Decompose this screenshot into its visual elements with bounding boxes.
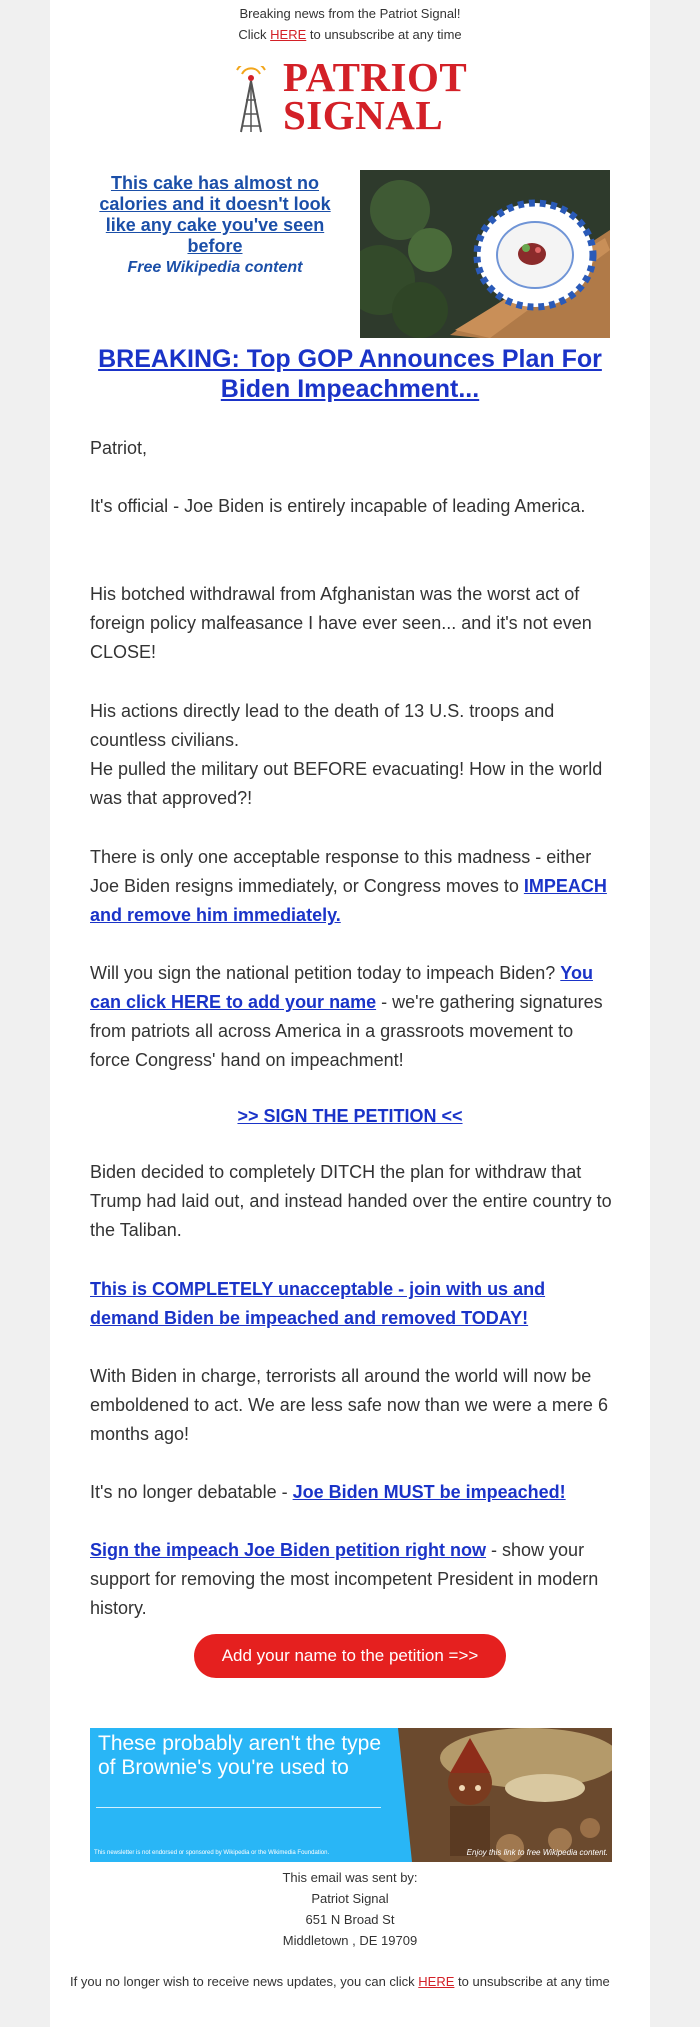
radio-tower-icon	[233, 66, 269, 138]
add-name-button[interactable]: Add your name to the petition =>>	[194, 1634, 506, 1678]
footer-unsubscribe-link[interactable]: HERE	[418, 1974, 455, 1989]
patriot-signal-logo[interactable]	[233, 54, 473, 138]
address-intro: This email was sent by:	[282, 1870, 418, 1885]
brownie-ad-banner[interactable]	[90, 1728, 612, 1862]
paragraph-3a: His actions directly lead to the death of 13 U.S. troops and countless civilians.	[90, 701, 555, 750]
p9-text: It's no longer debatable -	[90, 1482, 293, 1502]
header-tagline: Breaking news from the Patriot Signal!	[239, 6, 461, 21]
paragraph-6: Biden decided to completely DITCH the plan for withdraw that Trump had laid out, and instead handed over the entire country to the Taliban.	[90, 1162, 612, 1240]
paragraph-10	[90, 1536, 615, 1623]
paragraph-3b: He pulled the military out BEFORE evacuating! How in the world was that approved?!	[90, 759, 603, 808]
sign-petition-row	[90, 1102, 610, 1131]
p4-text: There is only one acceptable response to this madness - either Joe Biden resigns immediately, or Congress moves to	[90, 847, 592, 896]
unsub-prefix: Click	[238, 27, 271, 42]
logo-wordmark	[283, 54, 468, 138]
promo-subtitle: Free Wikipedia content	[127, 259, 303, 276]
paragraph-7	[90, 1275, 615, 1333]
address-city: Middletown , DE 19709	[282, 1933, 418, 1948]
footer-suffix: to unsubscribe at any time	[454, 1974, 610, 1989]
cake-plate-image	[360, 170, 610, 338]
add-name-link[interactable]: You can click HERE to add your name	[90, 963, 593, 1012]
sign-petition-link[interactable]: >> SIGN THE PETITION <<	[237, 1106, 463, 1126]
header-unsubscribe-link[interactable]: HERE	[270, 27, 307, 42]
banner-divider	[96, 1807, 381, 1808]
banner-fine-print: This newsletter is not endorsed or sponsored by Wikipedia or the Wikimedia Foundation.	[94, 1850, 330, 1856]
address-street: 651 N Broad St	[305, 1912, 395, 1927]
impeach-link[interactable]: IMPEACH and remove him immediately.	[90, 876, 607, 925]
paragraph-5	[90, 959, 615, 1075]
headline-link[interactable]: BREAKING: Top GOP Announces Plan For Biden Impeachment...	[98, 345, 602, 403]
paragraph-4	[90, 843, 615, 930]
promo-title-link[interactable]: This cake has almost no calories and it doesn't look like any cake you've seen before	[99, 173, 331, 256]
paragraph-9	[90, 1478, 615, 1507]
cake-photo[interactable]	[360, 170, 610, 338]
sender-address	[50, 1867, 650, 1951]
paragraph-1: It's official - Joe Biden is entirely incapable of leading America.	[90, 496, 586, 516]
paragraph-3	[90, 697, 615, 813]
sign-now-link[interactable]: Sign the impeach Joe Biden petition right now	[90, 1540, 487, 1560]
header-unsubscribe	[50, 27, 650, 42]
logo-line2: SIGNAL	[283, 92, 444, 138]
promo-text	[90, 173, 340, 277]
unacceptable-link[interactable]: This is COMPLETELY unacceptable - join with us and demand Biden be impeached and removed TODAY!	[90, 1279, 546, 1328]
banner-caption: Enjoy this link to free Wikipedia content.	[466, 1848, 608, 1857]
paragraph-2: His botched withdrawal from Afghanistan was the worst act of foreign policy malfeasance I have ever seen... and it's not even CLOSE!	[90, 584, 592, 662]
footer-prefix: If you no longer wish to receive news updates, you can click	[70, 1974, 419, 1989]
p5-rest: - we're gathering signatures from patriots all across America in a grassroots movement to force Congress' hand on impeachment!	[90, 992, 603, 1070]
p10-rest: - show your support for removing the most incompetent President in modern history.	[90, 1540, 599, 1618]
must-impeach-link[interactable]: Joe Biden MUST be impeached!	[292, 1482, 566, 1502]
p5-text: Will you sign the national petition today to impeach Biden?	[90, 963, 561, 983]
footer-unsubscribe	[70, 1972, 640, 1992]
banner-title: These probably aren't the type of Brownie's you're used to	[98, 1732, 382, 1779]
logo-line1: PATRIOT	[283, 54, 468, 100]
email-container	[50, 0, 650, 2027]
greeting: Patriot,	[90, 438, 148, 458]
paragraph-8: With Biden in charge, terrorists all around the world will now be emboldened to act. We are less safe now than we were a mere 6 months ago!	[90, 1366, 608, 1444]
address-org: Patriot Signal	[311, 1891, 389, 1906]
unsub-suffix: to unsubscribe at any time	[306, 27, 462, 42]
